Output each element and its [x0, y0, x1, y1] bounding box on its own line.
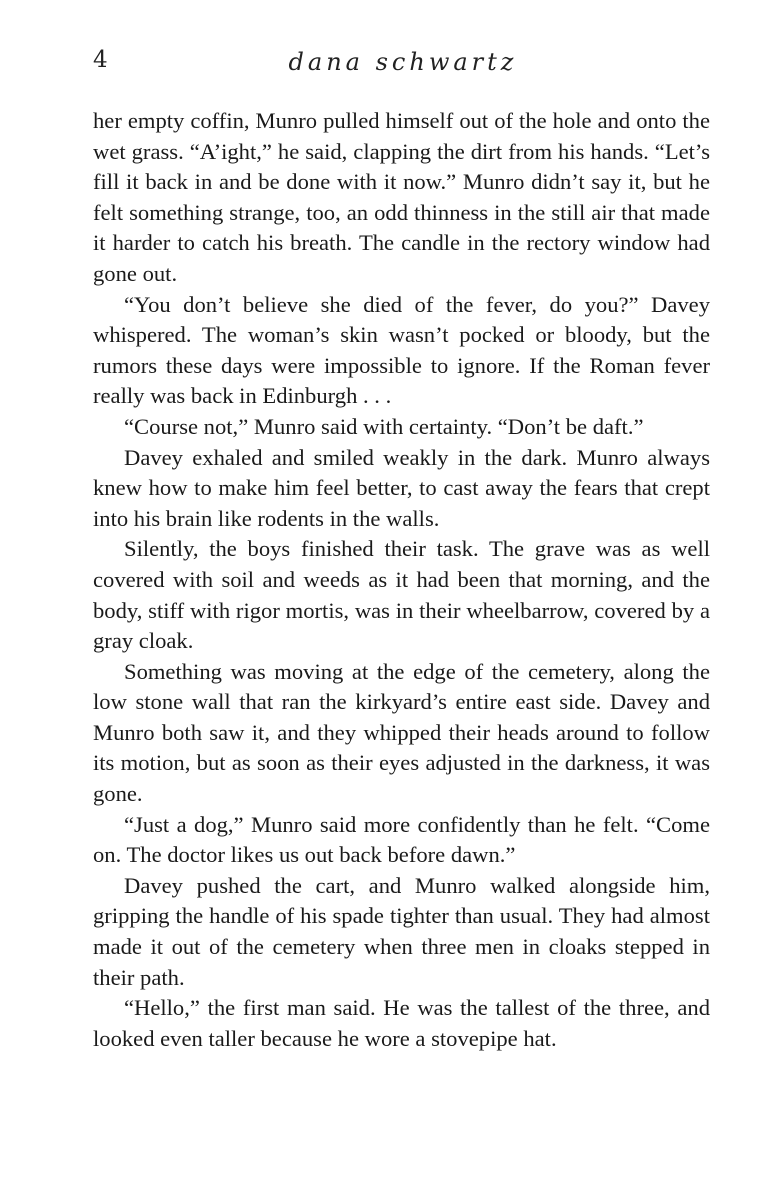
paragraph: “Hello,” the first man said. He was the tallest of the three, and looked even taller because he wore a stovepipe hat. — [93, 995, 710, 1051]
running-head — [93, 44, 713, 84]
paragraph: “Course not,” Munro said with certainty. “Don’t be daft.” — [124, 413, 644, 439]
author-name: dana schwartz — [288, 48, 518, 76]
body-text — [93, 106, 710, 1054]
paragraph: “You don’t believe she died of the fever, do you?” Davey whispered. The woman’s skin wasn’t pocked or bloody, but the rumors these days were impossible to ignore. If the Roman fever really was back in Edinburgh . . . — [93, 291, 710, 409]
paragraph: Davey exhaled and smiled weakly in the dark. Munro always knew how to make him feel better, to cast away the fears that crept into his brain like rodents in the walls. — [93, 444, 710, 531]
paragraph: Davey pushed the cart, and Munro walked alongside him, gripping the handle of his spade tighter than usual. They had almost made it out of the cemetery when three men in cloaks stepped in their path. — [93, 872, 710, 990]
page-number: 4 — [93, 47, 108, 73]
paragraph: Something was moving at the edge of the cemetery, along the low stone wall that ran the kirkyard’s entire east side. Davey and Munro both saw it, and they whipped their heads around to follow its motion, but as soon as their eyes adjusted in the darkness, it was gone. — [93, 658, 710, 807]
paragraph: “Just a dog,” Munro said more confidently than he felt. “Come on. The doctor likes us out back before dawn.” — [93, 811, 710, 868]
paragraph: Silently, the boys finished their task. The grave was as well covered with soil and weeds as it had been that morning, and the body, stiff with rigor mortis, was in their wheelbarrow, covered by a gray cloak. — [93, 536, 710, 654]
paragraph: her empty coffin, Munro pulled himself out of the hole and onto the wet grass. “A’ight,” he said, clapping the dirt from his hands. “Let’s fill it back in and be done with it now.” Munro didn’t say it, but he felt something strange, too, an odd thinness in the still air that made it harder to catch his breath. The candle in the rectory window had gone out. — [93, 108, 710, 286]
